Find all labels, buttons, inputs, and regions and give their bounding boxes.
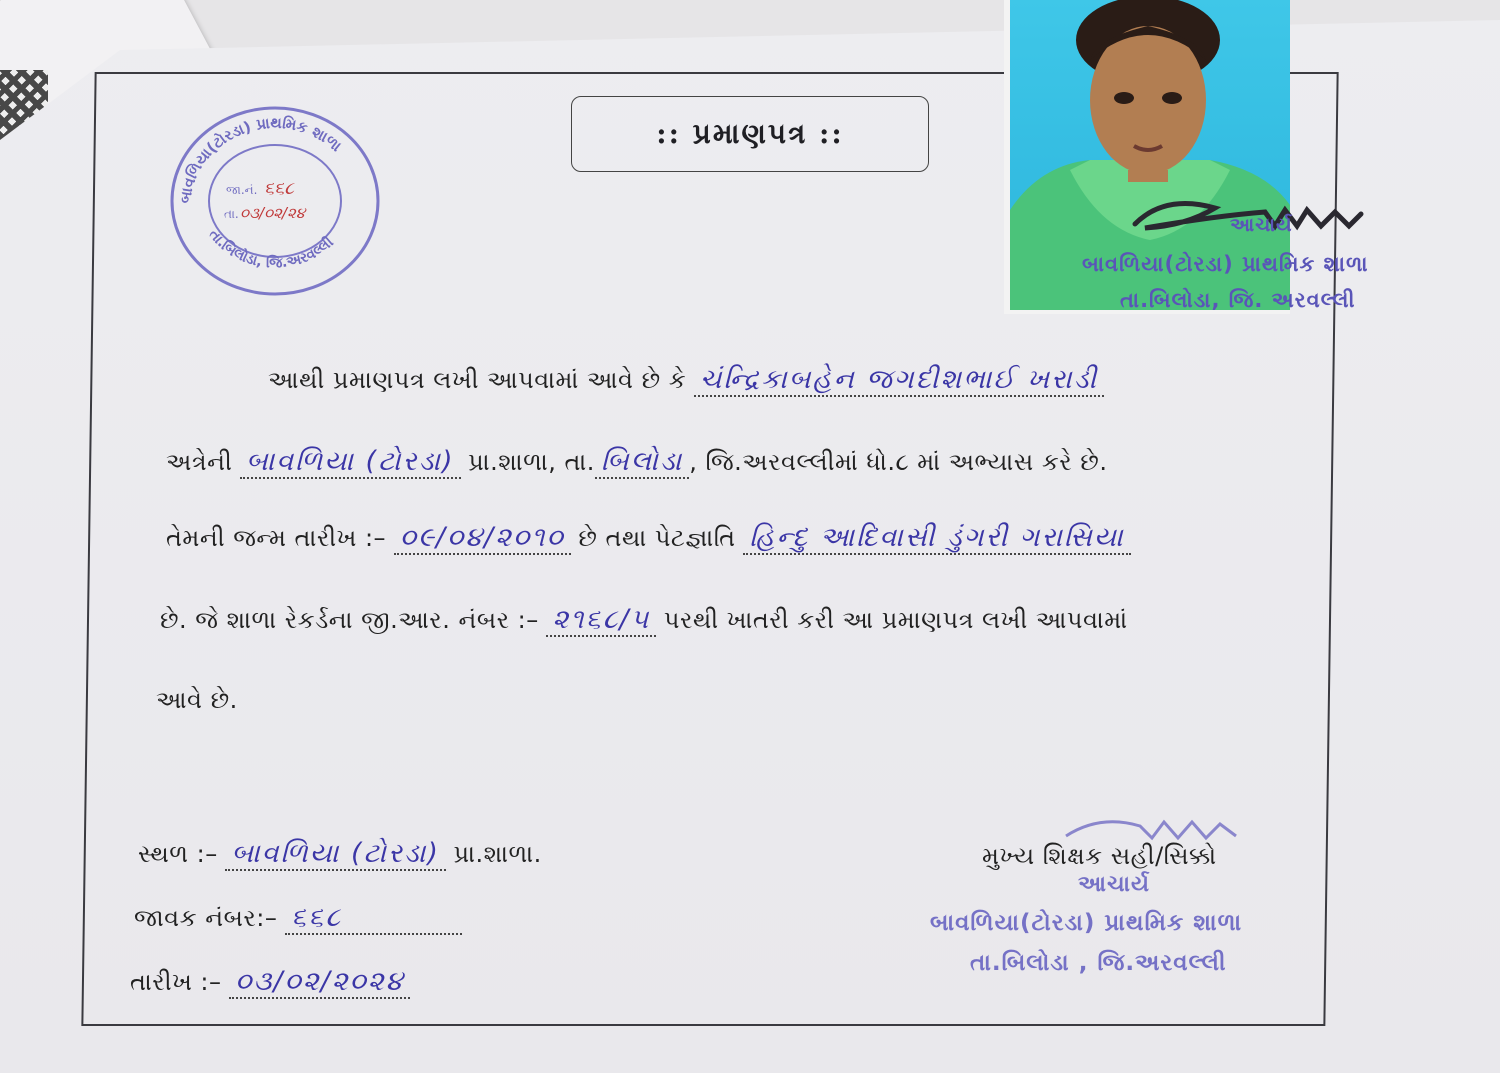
headteacher-sign-label <box>982 842 1217 870</box>
taluka-field: બિલોડા <box>595 446 689 479</box>
footer-stamp-school: બાવળિયા(ટોરડા) પ્રાથમિક શાળા <box>930 910 1243 936</box>
seal-date-value: ૦૩/૦૨/૨૪ <box>240 204 306 222</box>
certificate-line-3 <box>166 522 1131 554</box>
seal-jn-label: જા.નં. <box>226 183 258 197</box>
dob-field: ૦૯/૦૪/૨૦૧૦ <box>394 522 571 555</box>
student-name-field: ચંન્દ્રિકાબહેન જગદીશભાઈ ખરાડી <box>694 364 1104 397</box>
certificate-line-4 <box>160 604 1128 636</box>
line5-text: આવે છે. <box>156 686 238 714</box>
sign-label-text: મુખ્ય શિક્ષક સહી/સિક્કો <box>982 842 1217 870</box>
caste-field: હિન્દુ આદિવાસી ડુંગરી ગરાસિયા <box>743 522 1130 555</box>
photo-stamp-school: બાવળિયા(ટોરડા) પ્રાથમિક શાળા <box>1082 252 1369 276</box>
line2-prefix: અત્રેની <box>166 448 233 476</box>
photo-stamp-address: તા.બિલોડા, જિ. અરવલ્લી <box>1120 288 1356 312</box>
seal-date-label: તા. <box>224 207 239 221</box>
line2-mid: પ્રા.શાળા, તા. <box>468 448 595 476</box>
dob-label: તેમની જન્મ તારીખ :– <box>166 524 387 552</box>
outward-number-row <box>134 902 462 934</box>
seal-ring-top: બાવળિયા(ટોરડા) પ્રાથમિક શાળા <box>175 113 346 205</box>
caste-label: છે તથા પેટજ્ઞાતિ <box>578 524 736 552</box>
gr-number-field: ૨૧૬૮/૫ <box>546 604 656 637</box>
seal-ring-bottom: તા.બિલોડા, જિ.અરવલ્લી <box>205 226 337 272</box>
seal-jn-value: ૬૬૮ <box>264 178 295 199</box>
photo-stamp-title: આચાર્ય <box>1230 214 1293 236</box>
line4-suffix: પરથી ખાતરી કરી આ પ્રમાણપત્ર લખી આપવામાં <box>663 606 1128 634</box>
line2-suffix: , જિ.અરવલ્લીમાં ધો.૮ માં અભ્યાસ કરે છે. <box>689 448 1108 476</box>
place-row <box>138 838 542 870</box>
place-suffix: પ્રા.શાળા. <box>453 840 542 868</box>
outward-number-field: ૬૬૮ <box>285 902 462 935</box>
place-label: સ્થળ :– <box>138 840 218 868</box>
footer-stamp-title: આચાર્ય <box>1078 872 1150 897</box>
date-label: તારીખ :– <box>130 968 222 996</box>
certificate-line-5 <box>156 686 238 714</box>
school-name-field: બાવળિયા (ટોરડા) <box>240 446 461 479</box>
date-field: ૦૩/૦૨/૨૦૨૪ <box>229 966 410 999</box>
gr-number-label: છે. જે શાળા રેકર્ડના જી.આર. નંબર :– <box>160 606 539 634</box>
place-field: બાવળિયા (ટોરડા) <box>225 838 446 871</box>
svg-text:તા.બિલોડા, જિ.અરવલ્લી <box>205 227 336 272</box>
date-row <box>130 966 410 998</box>
school-seal-stamp <box>168 104 382 298</box>
footer-stamp-address: તા.બિલોડા , જિ.અરવલ્લી <box>970 950 1227 976</box>
certificate-line-1 <box>268 364 1104 396</box>
outward-number-label: જાવક નંબર:– <box>134 904 278 932</box>
certificate-title <box>571 96 929 172</box>
title-text: :: પ્રમાણપત્ર :: <box>656 117 844 150</box>
certificate-line-2 <box>166 446 1108 478</box>
line1-text: આથી પ્રમાણપત્ર લખી આપવામાં આવે છે કે <box>268 366 687 394</box>
